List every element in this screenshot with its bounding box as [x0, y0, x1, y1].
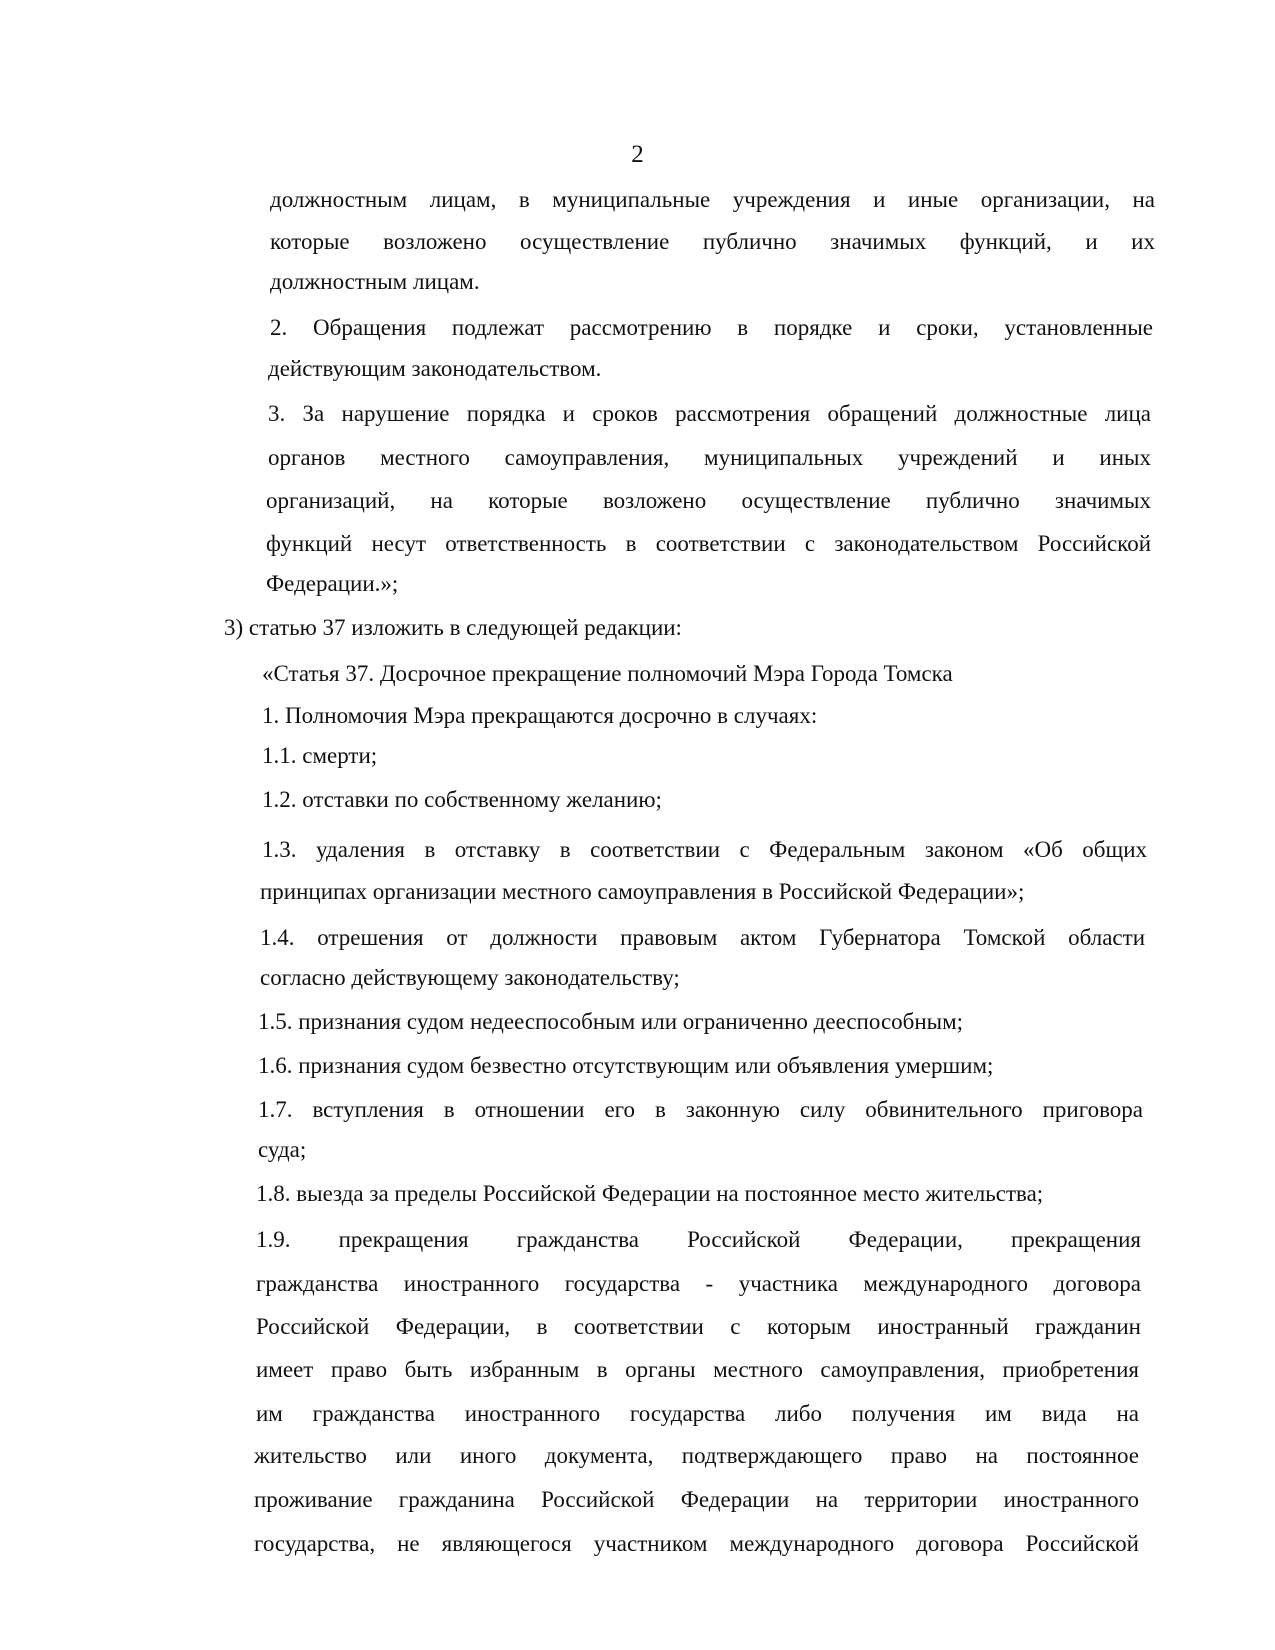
text-line: им гражданства иностранного государства либо получения им вида на: [256, 1401, 1139, 1426]
text-line: 3) статью 37 изложить в следующей редакции:: [224, 615, 682, 640]
text-line: «Статья 37. Досрочное прекращение полномочий Мэра Города Томска: [262, 661, 953, 686]
text-line: государства, не являющегося участником международного договора Российской: [254, 1531, 1139, 1556]
text-line: 1.9. прекращения гражданства Российской Федерации, прекращения: [256, 1227, 1141, 1252]
text-line: 1.8. выезда за пределы Российской Федерации на постоянное место жительства;: [256, 1181, 1044, 1206]
text-line: Федерации.»;: [266, 571, 399, 596]
text-line: Российской Федерации, в соответствии с которым иностранный гражданин: [256, 1314, 1141, 1339]
text-line: имеет право быть избранным в органы местного самоуправления, приобретения: [256, 1357, 1139, 1382]
text-line: 3. За нарушение порядка и сроков рассмотрения обращений должностные лица: [268, 401, 1151, 426]
text-line: которые возложено осуществление публично значимых функций, и их: [270, 229, 1155, 254]
page-number: 2: [631, 141, 644, 168]
text-line: суда;: [258, 1137, 307, 1162]
text-line: действующим законодательством.: [268, 356, 602, 381]
text-line: функций несут ответственность в соответствии с законодательством Российской: [266, 531, 1151, 556]
text-line: жительство или иного документа, подтверждающего право на постоянное: [254, 1443, 1139, 1468]
text-line: организаций, на которые возложено осуществление публично значимых: [266, 488, 1151, 513]
text-line: 1. Полномочия Мэра прекращаются досрочно в случаях:: [262, 703, 818, 728]
text-line: должностным лицам.: [270, 269, 480, 294]
text-line: 1.3. удаления в отставку в соответствии с Федеральным законом «Об общих: [262, 837, 1147, 862]
text-line: принципах организации местного самоуправления в Российской Федерации»;: [260, 879, 1025, 904]
text-line: 1.7. вступления в отношении его в законную силу обвинительного приговора: [258, 1097, 1143, 1122]
text-line: 1.1. смерти;: [262, 743, 378, 768]
text-line: гражданства иностранного государства - участника международного договора: [256, 1271, 1141, 1296]
text-line: 1.2. отставки по собственному желанию;: [262, 787, 662, 812]
text-line: согласно действующему законодательству;: [260, 965, 680, 990]
text-line: проживание гражданина Российской Федерации на территории иностранного: [254, 1487, 1139, 1512]
text-line: 2. Обращения подлежат рассмотрению в порядке и сроки, установленные: [270, 315, 1153, 340]
text-line: 1.5. признания судом недееспособным или ограниченно дееспособным;: [258, 1009, 964, 1034]
text-line: 1.4. отрешения от должности правовым актом Губернатора Томской области: [260, 925, 1145, 950]
text-line: должностным лицам, в муниципальные учреждения и иные организации, на: [270, 187, 1155, 212]
text-line: органов местного самоуправления, муниципальных учреждений и иных: [268, 445, 1151, 470]
text-line: 1.6. признания судом безвестно отсутствующим или объявления умершим;: [258, 1053, 994, 1078]
